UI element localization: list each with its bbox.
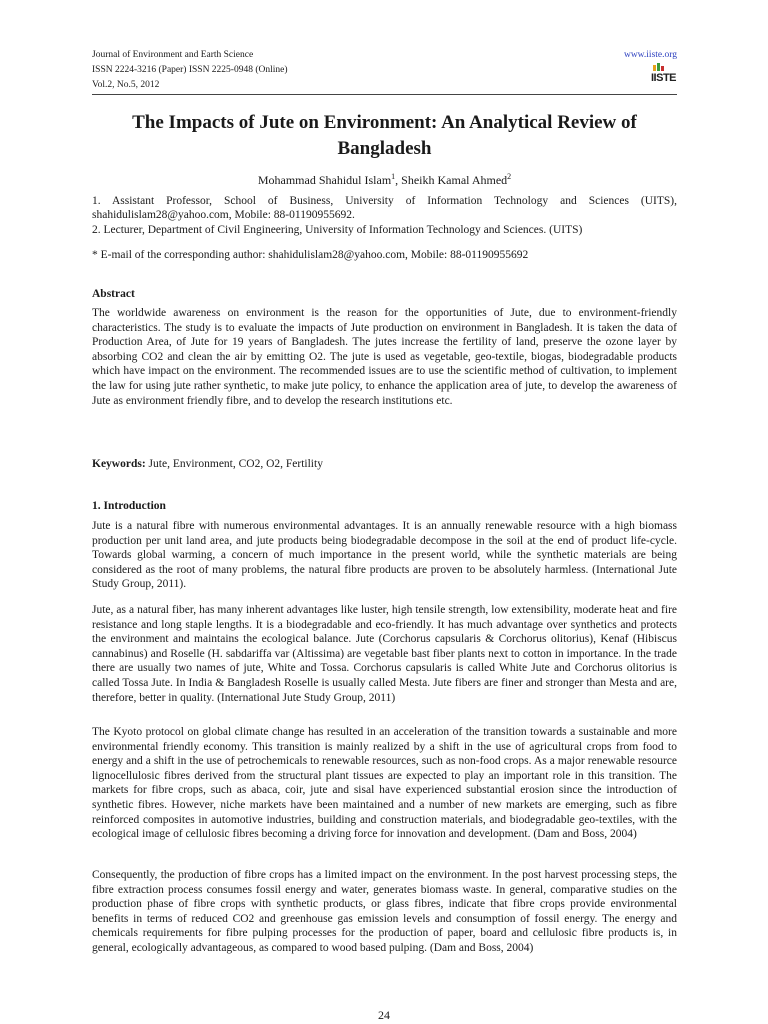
author-line xyxy=(92,172,677,188)
journal-name: Journal of Environment and Earth Science xyxy=(92,50,254,60)
affiliation-1: 1. Assistant Professor, School of Business, University of Information Technology and Sciences (UITS), shahidulislam28@yahoo.com, Mobile: 88-01190955692. xyxy=(92,195,677,221)
section-heading-introduction: 1. Introduction xyxy=(92,500,166,512)
intro-paragraph-3: The Kyoto protocol on global climate change has resulted in an acceleration of the transition towards a sustainable and more environmental friendly economy. This transition is mainly realized by a shift in the use of agricultural crops from food to energy and a shift in the use of petrochemicals to renewable resources, such as non-food crops. As a major renewable resource lignocellulosic fibres derived from the structural plant tissues are expected to play an important role in this transition. The markets for fibre crops, such as abaca, coir, jute and sisal have experienced substantial erosion since the introduction of synthetic fibres. However, niche markets have been maintained and a number of new markets are emerging, such as fibre reinforced composites in automotive industries, building and construction materials, and biodegradable geo-textiles, with the ecological image of cellulosic fibres becoming a driving force for innovation and development. (Dam and Boss, 2004) xyxy=(92,726,677,841)
journal-right xyxy=(624,48,677,63)
author-2-affil-mark: 2 xyxy=(507,172,512,181)
corresponding-email: * E-mail of the corresponding author: shahidulislam28@yahoo.com, Mobile: 88-01190955692 xyxy=(92,249,529,261)
author-2: Sheikh Kamal Ahmed xyxy=(401,173,508,187)
journal-volume: Vol.2, No.5, 2012 xyxy=(92,80,160,90)
author-1-affil-mark: 1 xyxy=(391,172,396,181)
affiliation-2: 2. Lecturer, Department of Civil Engineering, University of Information Technology and Sciences. (UITS) xyxy=(92,224,583,236)
journal-url-link[interactable]: www.iiste.org xyxy=(623,50,677,60)
abstract-text: The worldwide awareness on environment is the reason for the opportunities of Jute, due to environment-friendly characteristics. The study is to evaluate the impacts of Jute production on environment in Bangladesh. It is taken the data of Production Area, of Jute for 19 years of Bangladesh. The jutes increase the fertility of land, preserve the ozone layer by absorbing CO2 and clean the air by emitting O2. The jute is used as vegetable, geo-textile, biogas, biodegradable products which have impact on the environment. The recommended issues are to use the scientific method of cultivation, to implement the law for using jute rather synthetic, to make jute policy, to enhance the application area of jute, to develop the awareness of Jute as environment friendly fibre, and to develop the research institutions etc. xyxy=(92,307,677,407)
keywords xyxy=(92,458,323,470)
intro-paragraph-4: Consequently, the production of fibre crops has a limited impact on the environment. In the post harvest processing steps, the fibre extraction process consumes fossil energy and water, generates biomass waste. In general, comparative studies on the production phase of fibre crops with synthetic products, or glass fibres, indicate that fibre crops provide environmental benefits in terms of reduced CO2 and greenhouse gas emission levels and consumption of fossil energy. The energy and chemicals requirements for fibre pulping processes for the production of paper, board and cellulosic fibre products is, in general, ecologically advantageous, as compared to wood based pulping. (Dam and Boss, 2004) xyxy=(92,869,677,954)
keywords-list: Jute, Environment, CO2, O2, Fertility xyxy=(145,458,323,470)
paper-title: The Impacts of Jute on Environment: An Analytical Review of Bangladesh xyxy=(132,112,637,159)
iiste-logo-icon xyxy=(651,63,677,85)
author-1: Mohammad Shahidul Islam xyxy=(257,173,392,187)
page-number: 24 xyxy=(378,1008,390,1022)
keywords-label: Keywords: xyxy=(92,458,146,470)
journal-info xyxy=(92,48,492,93)
author-separator: , xyxy=(395,173,402,187)
intro-paragraph-2: Jute, as a natural fiber, has many inherent advantages like luster, high tensile strength, low extensibility, moderate heat and fire resistance and long staple lengths. It is a biodegradable and eco-friendly. It has much advantage over synthetics and protects the environment and maintains the ecological balance. Jute (Corchorus capsularis & Corchorus olitorius), Kenaf (Hibiscus cannabinus) and Roselle (H. sabdariffa var (Altissima) are vegetable bast fiber plants next to cotton in importance. In the trade there are usually two names of jute, White and Tossa. Corchorus capsularis is called White Jute and Corchorus olitorius is called Tossa Jute. In India & Bangladesh Roselle is usually called Mesta. Jute fibers are finer and stronger than Mesta and are, therefore, better in quality. (International Jute Study Group, 2011) xyxy=(92,604,677,704)
intro-paragraph-1: Jute is a natural fibre with numerous environmental advantages. It is an annually renewable resource with a high biomass production per unit land area, and jute products being biodegradable decompose in the soil at the end of product life-cycle. Towards global warming, a concern of much importance in the present world, while the synthetic materials are being considered as the root of many problems, the natural fibre products are proven to be absolutely harmless. (International Jute Study Group, 2011). xyxy=(92,520,677,591)
abstract-heading: Abstract xyxy=(92,288,135,300)
logo-text: IISTE xyxy=(651,72,677,84)
journal-issn: ISSN 2224-3216 (Paper) ISSN 2225-0948 (Online) xyxy=(92,65,288,75)
header-divider xyxy=(92,94,677,95)
